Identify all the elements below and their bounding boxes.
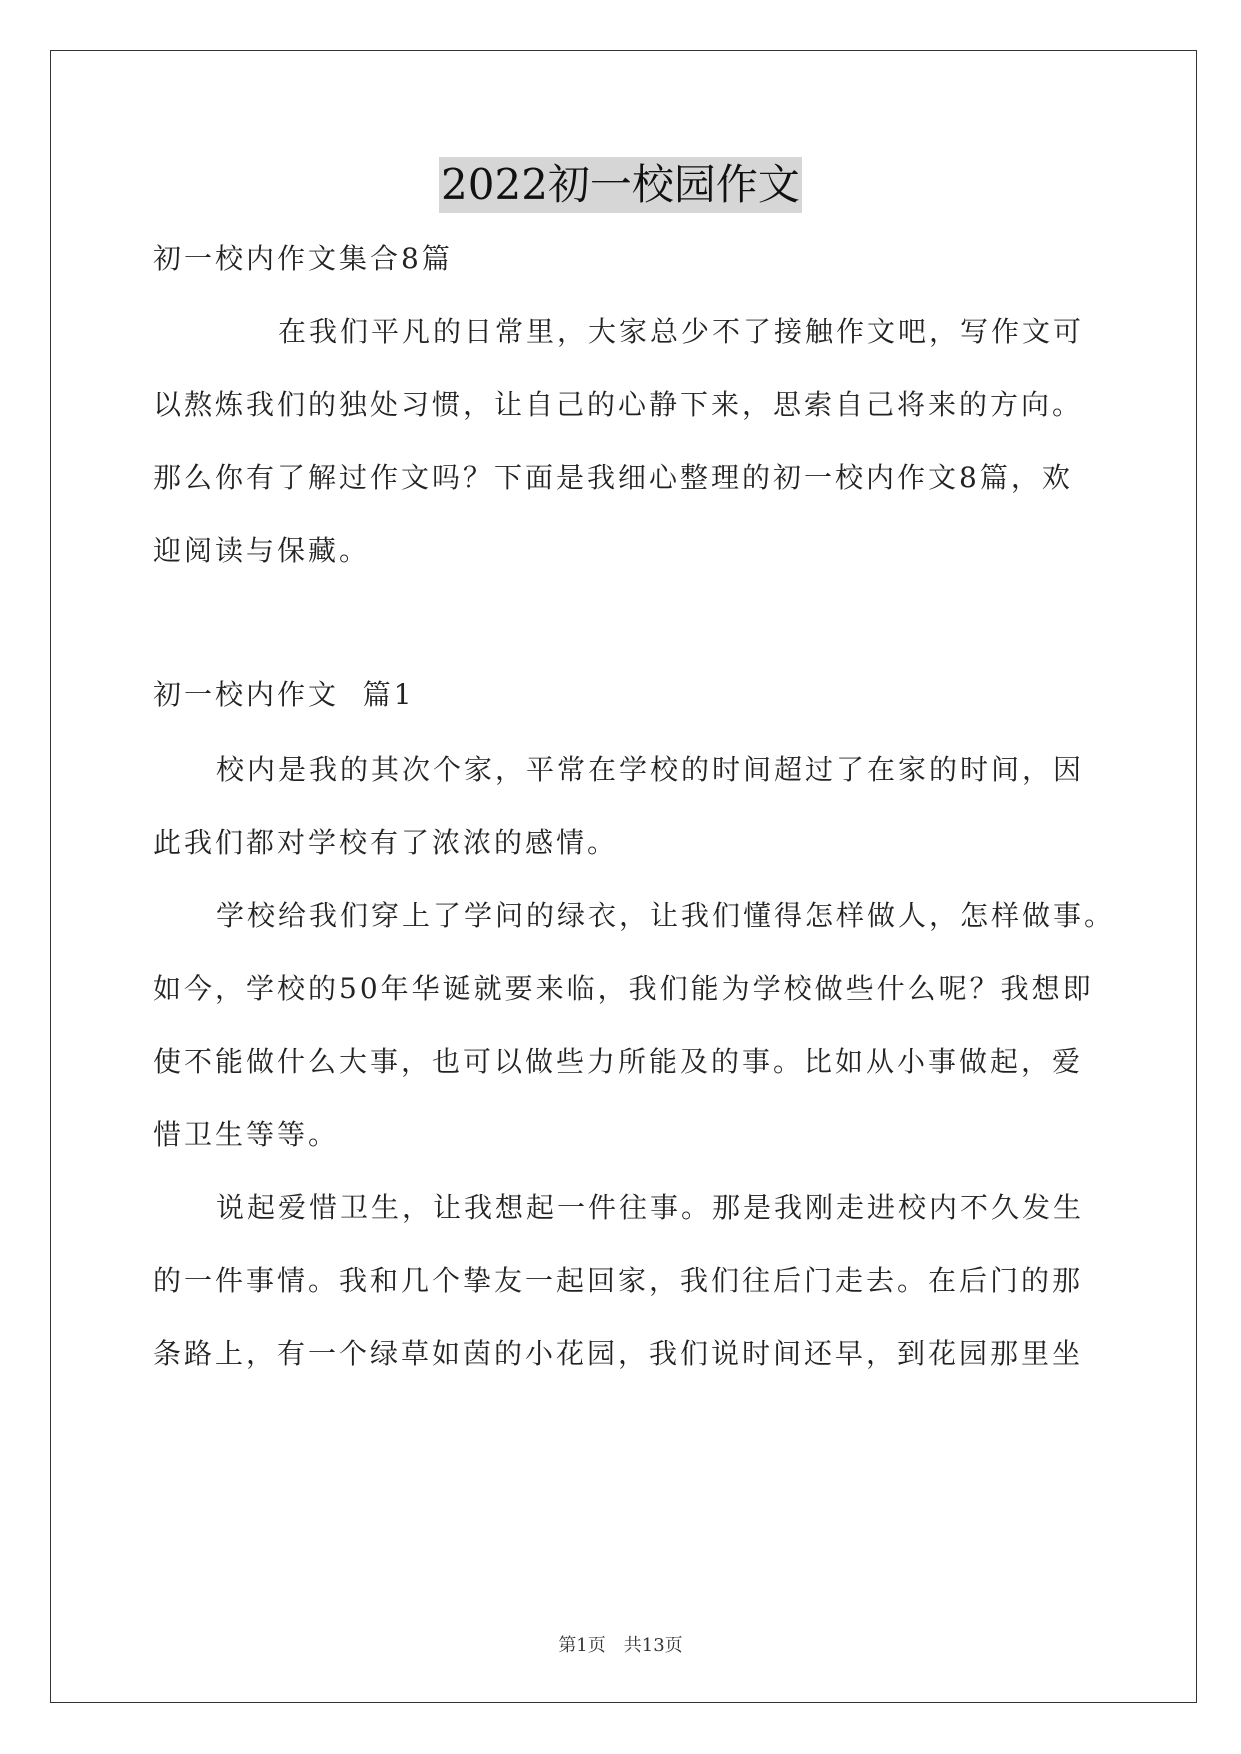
intro-line-3: 那么你有了解过作文吗？下面是我细心整理的初一校内作文8篇，欢 [153, 461, 1073, 494]
para1-line-1: 校内是我的其次个家，平常在学校的时间超过了在家的时间，因 [216, 753, 1085, 786]
collection-subtitle: 初一校内作文集合8篇 [153, 242, 453, 275]
para1-line-2: 此我们都对学校有了浓浓的感情。 [153, 826, 619, 859]
para2-line-3: 使不能做什么大事，也可以做些力所能及的事。比如从小事做起，爱 [153, 1045, 1084, 1078]
page-footer: 第1页 共13页 [558, 1635, 683, 1656]
para2-line-2: 如今，学校的50年华诞就要来临，我们能为学校做些什么呢？我想即 [153, 972, 1094, 1005]
para2-line-1: 学校给我们穿上了学问的绿衣，让我们懂得怎样做人，怎样做事。 [216, 899, 1116, 932]
para3-line-2: 的一件事情。我和几个挚友一起回家，我们往后门走去。在后门的那 [153, 1264, 1084, 1297]
para2-line-4: 惜卫生等等。 [153, 1118, 340, 1151]
intro-line-1: 在我们平凡的日常里，大家总少不了接触作文吧，写作文可 [278, 315, 1085, 348]
document-title-wrapper [0, 157, 1241, 213]
section-heading: 初一校内作文 篇1 [153, 678, 415, 711]
intro-line-4: 迎阅读与保藏。 [153, 534, 371, 567]
page-border [50, 50, 1197, 1703]
document-title: 2022初一校园作文 [439, 157, 802, 213]
para3-line-1: 说起爱惜卫生，让我想起一件往事。那是我刚走进校内不久发生 [216, 1191, 1085, 1224]
intro-line-2: 以熬炼我们的独处习惯，让自己的心静下来，思索自己将来的方向。 [153, 388, 1084, 421]
para3-line-3: 条路上，有一个绿草如茵的小花园，我们说时间还早，到花园那里坐 [153, 1337, 1084, 1370]
